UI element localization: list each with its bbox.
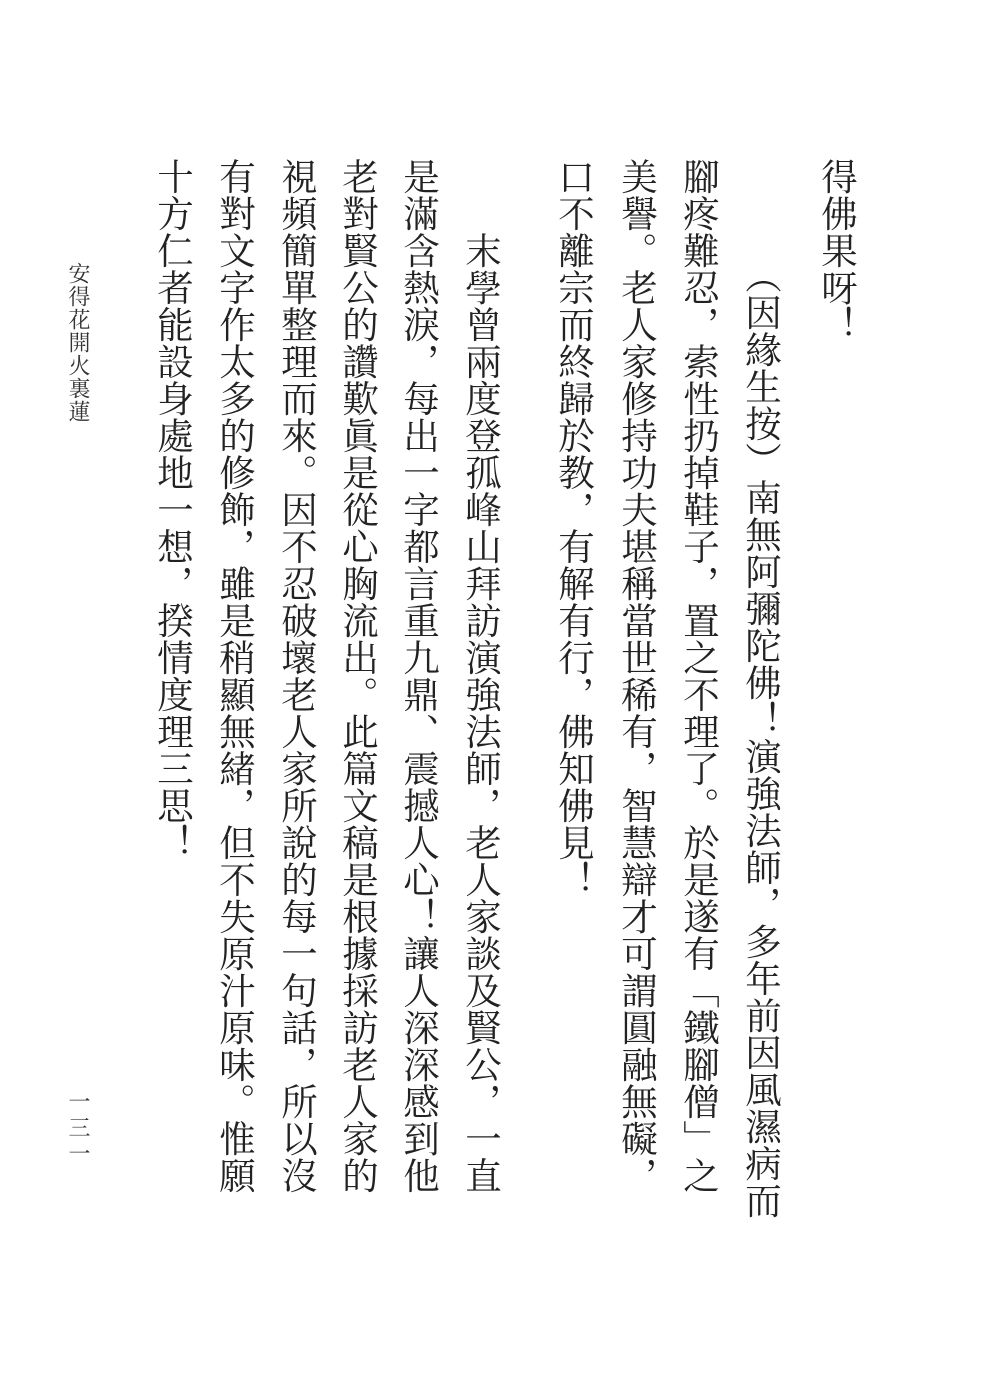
text-column-3: 腳疼難忍，索性扔掉鞋子，置之不理了。於是遂有「鐵腳僧」之 [677,158,721,1194]
text-column-6: 末學曾兩度登孤峰山拜訪演強法師，老人家談及賢公，一直 [459,232,503,1194]
text-column-8: 老對賢公的讚歎眞是從心胸流出。此篇文稿是根據採訪老人家的 [336,158,380,1194]
text-column-10: 有對文字作太多的修飾，雖是稍顯無緒，但不失原汁原味。惟願 [213,158,257,1194]
text-column-4: 美譽。老人家修持功夫堪稱當世稀有，智慧辯才可謂圓融無礙， [615,158,659,1194]
text-column-5: 口不離宗而終歸於教，有解有行，佛知佛見！ [552,158,596,898]
text-column-9: 視頻簡單整理而來。因不忍破壞老人家所說的每一句話，所以沒 [275,158,319,1194]
text-column-11: 十方仁者能設身處地一想，揆情度理三思！ [151,158,195,861]
text-column-1: 得佛果呀！ [815,158,859,343]
text-column-2: （因緣生按）南無阿彌陀佛！演強法師，多年前因風濕病而 [739,257,783,1219]
text-column-7: 是滿含熱淚，每出一字都言重九鼎、震撼人心！讓人深深感到他 [397,158,441,1194]
running-title: 安得花開火裏蓮 [65,262,90,423]
page-number: 一三一 [65,1090,90,1168]
